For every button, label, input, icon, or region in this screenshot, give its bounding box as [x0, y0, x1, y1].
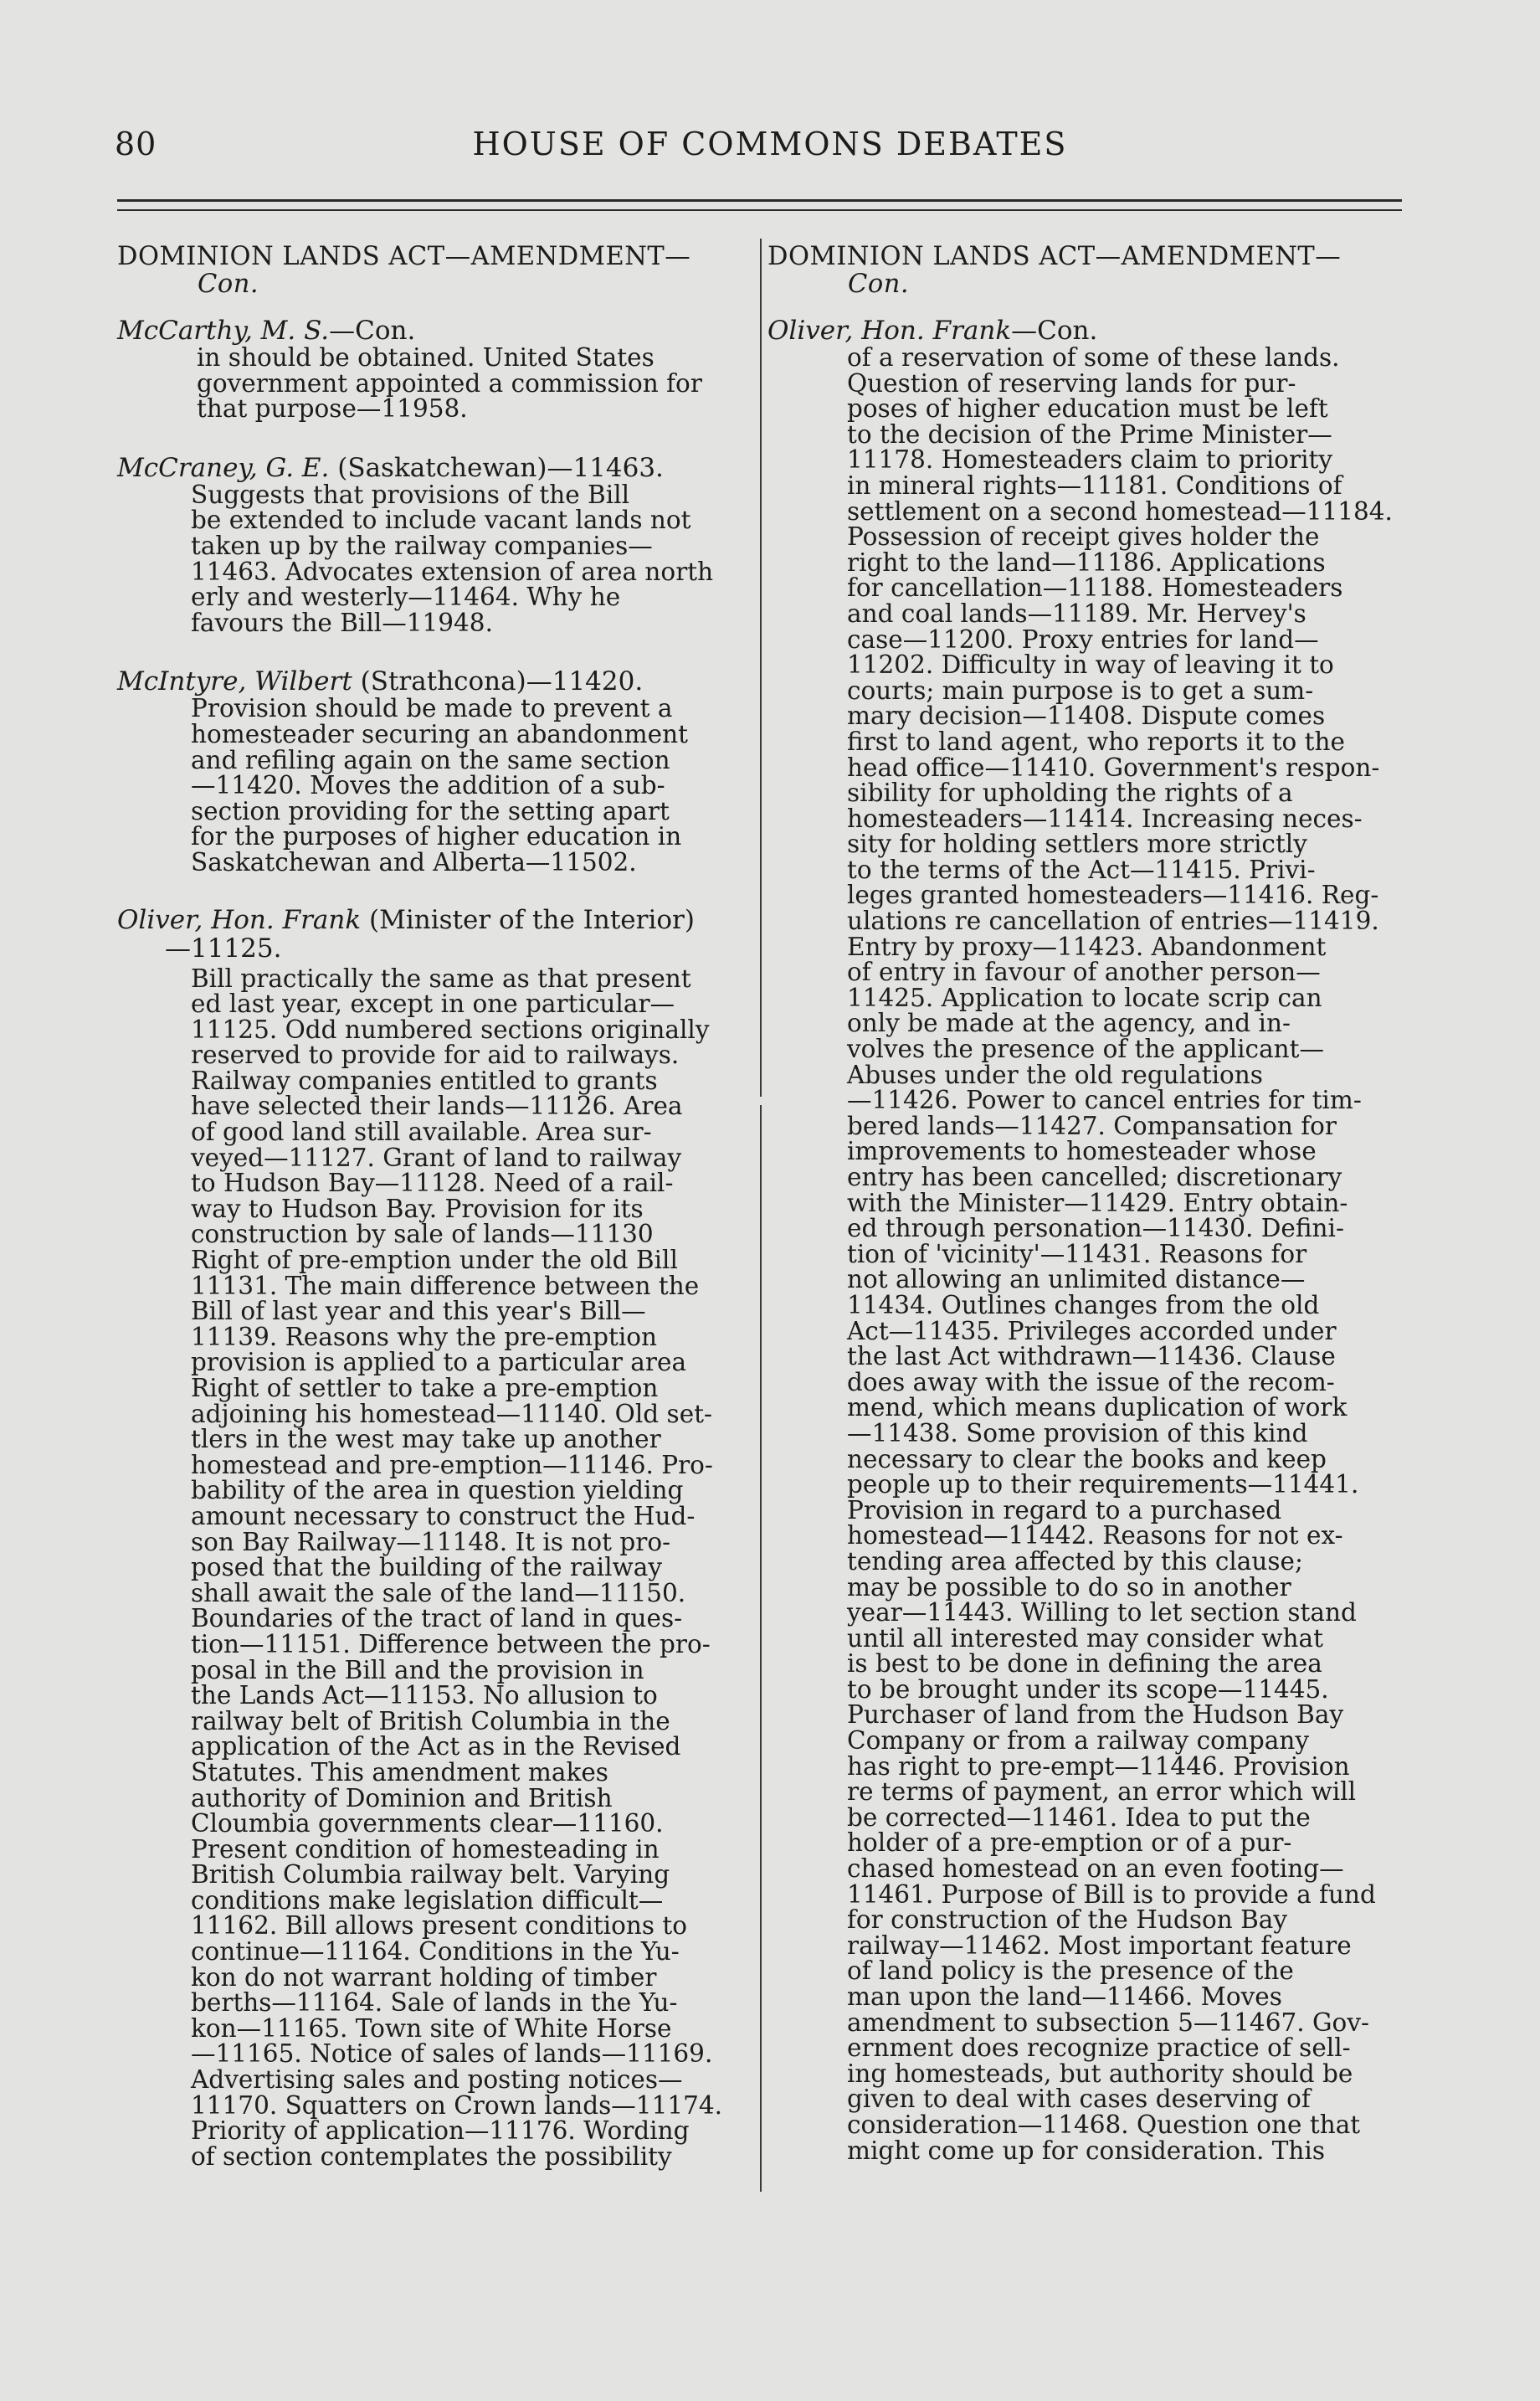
text-line: of good land still available. Area sur-	[191, 1118, 652, 1147]
text-line: Right of pre-emption under the old Bill	[191, 1246, 678, 1275]
text-line: the last Act withdrawn—11436. Clause	[847, 1342, 1336, 1371]
text-line: Suggests that provisions of the Bill	[191, 480, 630, 509]
text-line: kon do not warrant holding of timber	[191, 1962, 657, 1992]
text-line: posed that the building of the railway	[191, 1553, 663, 1582]
text-line: first to land agent, who reports it to the	[847, 727, 1345, 756]
text-line: be corrected—11461. Idea to put the	[847, 1802, 1311, 1832]
index-entry	[117, 906, 753, 2170]
text-line: ing homesteads, but authority should be	[847, 2059, 1353, 2088]
entry-heading	[117, 667, 753, 696]
text-line: adjoining his homestead—11140. Old set-	[191, 1399, 712, 1428]
text-line: ulations re cancellation of entries—11419.	[847, 907, 1379, 936]
text-line: son Bay Railway—11148. It is not pro-	[191, 1527, 671, 1556]
header-rule-thin	[117, 209, 1402, 211]
page-number: 80	[115, 126, 157, 162]
text-line: head office—11410. Government's respon-	[847, 753, 1380, 782]
text-line: Advertising sales and posting notices—	[191, 2065, 683, 2095]
text-line: Abuses under the old regulations	[847, 1060, 1263, 1089]
section-heading	[117, 243, 753, 298]
text-line: may be possible to do so in another	[847, 1572, 1291, 1602]
text-line: Right of settler to take a pre-emption	[191, 1374, 659, 1402]
index-entry	[117, 316, 753, 422]
text-line: taken up by the railway companies—	[191, 531, 653, 560]
column-divider	[760, 1105, 762, 2192]
text-line: application of the Act as in the Revised	[191, 1732, 681, 1761]
text-line: Provision in regard to a purchased	[847, 1495, 1282, 1524]
text-line: year—11443. Willing to let section stand	[847, 1598, 1357, 1627]
entry-heading-cont: —11125.	[165, 933, 282, 964]
text-line: reserved to provide for aid to railways.	[191, 1041, 680, 1070]
header-rule	[117, 199, 1402, 202]
text-line: mary decision—11408. Dispute comes	[847, 702, 1326, 731]
text-line: homestead and pre-emption—11146. Pro-	[191, 1450, 713, 1479]
text-line: consideration—11468. Question one that	[847, 2110, 1361, 2139]
text-line: of a reservation of some of these lands.	[847, 343, 1340, 372]
text-line: railway belt of British Columbia in the	[191, 1706, 670, 1735]
text-line: and refiling again on the same section	[191, 745, 670, 774]
column-divider	[760, 239, 762, 1097]
text-line: is best to be done in defining the area	[847, 1649, 1322, 1679]
text-line: Statutes. This amendment makes	[191, 1757, 608, 1787]
text-line: conditions make legislation difficult—	[191, 1885, 664, 1915]
text-line: tlers in the west may take up another	[191, 1425, 661, 1454]
text-line: 11463. Advocates extension of area north	[191, 557, 714, 586]
text-line: erly and westerly—11464. Why he	[191, 583, 621, 612]
left-column	[117, 243, 753, 2169]
text-line: homesteaders—11414. Increasing neces-	[847, 804, 1363, 833]
text-line: British Columbia railway belt. Varying	[191, 1860, 670, 1889]
text-line: 11170. Squatters on Crown lands—11174.	[191, 2090, 723, 2120]
index-entry	[767, 316, 1404, 2163]
text-line: Possession of receipt gives holder the	[847, 522, 1320, 552]
entry-body	[117, 482, 753, 636]
text-line: Present condition of homesteading in	[191, 1834, 660, 1864]
text-line: does away with the issue of the recom-	[847, 1367, 1335, 1396]
text-line: that purpose—11958.	[197, 394, 468, 424]
text-line: 11202. Difficulty in way of leaving it to	[847, 650, 1334, 680]
running-head: HOUSE OF COMMONS DEBATES	[472, 126, 1068, 162]
text-line: entry has been cancelled; discretionary	[847, 1163, 1342, 1191]
entry-suffix: —Con.	[1011, 316, 1098, 346]
text-line: to the decision of the Prime Minister—	[847, 419, 1332, 449]
text-line: shall await the sale of the land—11150.	[191, 1578, 686, 1607]
text-line: man upon the land—11466. Moves	[847, 1982, 1282, 2011]
text-line: 11131. The main difference between the	[191, 1271, 700, 1300]
text-line: for construction of the Hudson Bay	[847, 1905, 1288, 1935]
text-line: ed last year, except in one particular—	[191, 990, 675, 1019]
entry-suffix: (Minister of the Interior)	[361, 904, 695, 935]
text-line: Entry by proxy—11423. Abandonment	[847, 932, 1327, 961]
text-line: people up to their requirements—11441.	[847, 1470, 1359, 1499]
section-heading-con: Con.	[198, 270, 259, 299]
text-line: to Hudson Bay—11128. Need of a rail-	[191, 1169, 674, 1198]
text-line: not allowing an unlimited distance—	[847, 1265, 1306, 1294]
text-line: the Lands Act—11153. No allusion to	[191, 1681, 658, 1710]
text-line: for cancellation—11188. Homesteaders	[847, 573, 1343, 603]
text-line: leges granted homesteaders—11416. Reg-	[847, 881, 1379, 910]
text-line: section providing for the setting apart	[191, 796, 670, 825]
text-line: 11178. Homesteaders claim to priority	[847, 445, 1333, 475]
text-line: berths—11164. Sale of lands in the Yu-	[191, 1988, 678, 2018]
text-line: be extended to include vacant lands not	[191, 506, 691, 535]
text-line: 11139. Reasons why the pre-emption	[191, 1322, 658, 1351]
text-line: of section contemplates the possibility	[191, 2141, 672, 2171]
text-line: of entry in favour of another person—	[847, 958, 1321, 987]
text-line: in mineral rights—11181. Conditions of	[847, 470, 1342, 500]
text-line: Railway companies entitled to grants	[191, 1066, 658, 1095]
entry-heading	[117, 316, 753, 345]
entry-body	[117, 966, 753, 2170]
text-line: —11438. Some provision of this kind	[847, 1418, 1308, 1447]
text-line: —11420. Moves the addition of a sub-	[191, 771, 665, 800]
text-line: Priority of application—11176. Wording	[191, 2116, 690, 2146]
text-line: 11425. Application to locate scrip can	[847, 983, 1322, 1012]
text-line: poses of higher education must be left	[847, 394, 1328, 424]
entry-heading	[117, 454, 753, 482]
text-line: 11162. Bill allows present conditions to	[191, 1911, 687, 1941]
member-name: Oliver, Hon. Frank	[767, 316, 1012, 346]
text-line: bered lands—11427. Compansation for	[847, 1111, 1337, 1140]
text-line: Bill of last year and this year's Bill—	[191, 1297, 646, 1326]
entry-suffix: (Saskatchewan)—11463.	[329, 452, 664, 483]
text-line: improvements to homesteader whose	[847, 1137, 1317, 1166]
text-line: tion—11151. Difference between the pro-	[191, 1629, 711, 1658]
text-line: 11125. Odd numbered sections originally	[191, 1015, 710, 1044]
text-line: tion of 'vicinity'—11431. Reasons for	[847, 1239, 1307, 1268]
text-line: Provision should be made to prevent a	[191, 694, 673, 723]
text-line: only be made at the agency, and in-	[847, 1009, 1291, 1038]
text-line: courts; main purpose is to get a sum-	[847, 676, 1314, 705]
section-heading	[767, 243, 1404, 298]
text-line: —11165. Notice of sales of lands—11169.	[191, 2039, 713, 2069]
text-line: Company or from a railway company	[847, 1726, 1309, 1756]
text-line: continue—11164. Conditions in the Yu-	[191, 1937, 680, 1967]
text-line: way to Hudson Bay. Provision for its	[191, 1194, 644, 1223]
right-column	[767, 243, 1404, 2163]
text-line: in should be obtained. United States	[197, 343, 654, 372]
section-heading-con: Con.	[848, 270, 910, 299]
section-heading-title: DOMINION LANDS ACT—AMENDMENT—	[767, 242, 1342, 271]
member-name: McIntyre, Wilbert	[117, 666, 352, 697]
text-line: kon—11165. Town site of White Horse	[191, 2013, 672, 2043]
member-name: McCraney, G. E.	[117, 452, 330, 483]
text-line: railway—11462. Most important feature	[847, 1931, 1352, 1960]
text-line: sity for holding settlers more strictly	[847, 830, 1307, 859]
text-line: provision is applied to a particular area	[191, 1348, 687, 1377]
text-line: homesteader securing an abandonment	[191, 719, 688, 748]
text-line: necessary to clear the books and keep	[847, 1444, 1327, 1473]
text-line: government appointed a commission for	[197, 368, 702, 398]
index-entry	[117, 667, 753, 875]
text-line: amount necessary to construct the Hud-	[191, 1501, 696, 1530]
text-line: mend, which means duplication of work	[847, 1393, 1348, 1422]
text-line: Bill practically the same as that present	[191, 964, 691, 993]
text-line: right to the land—11186. Applications	[847, 548, 1326, 577]
text-line: has right to pre-empt—11446. Provision	[847, 1751, 1350, 1781]
text-line: Act—11435. Privileges accorded under	[847, 1316, 1337, 1345]
text-line: ed through personation—11430. Defini-	[847, 1214, 1344, 1243]
text-line: 11461. Purpose of Bill is to provide a fund	[847, 1879, 1376, 1909]
index-entry	[117, 454, 753, 636]
entry-heading	[767, 316, 1404, 345]
text-line: for the purposes of higher education in	[191, 822, 682, 851]
text-line: posal in the Bill and the provision in	[191, 1655, 644, 1684]
text-line: —11426. Power to cancel entries for tim-	[847, 1086, 1362, 1115]
text-line: Question of reserving lands for pur-	[847, 368, 1296, 398]
text-line: tending area affected by this clause;	[847, 1546, 1303, 1576]
text-line: favours the Bill—11948.	[191, 608, 493, 637]
text-line: Boundaries of the tract of land in ques-	[191, 1604, 683, 1633]
text-line: holder of a pre-emption or of a pur-	[847, 1828, 1292, 1858]
entry-body	[767, 345, 1404, 2163]
member-name: Oliver, Hon. Frank	[117, 904, 362, 935]
text-line: until all interested may consider what	[847, 1623, 1323, 1653]
text-line: might come up for consideration. This	[847, 2136, 1325, 2165]
text-line: to the terms of the Act—11415. Privi-	[847, 855, 1316, 884]
member-name: McCarthy, M. S.	[117, 316, 330, 346]
text-line: re terms of payment, an error which will	[847, 1777, 1357, 1807]
text-line: with the Minister—11429. Entry obtain-	[847, 1188, 1348, 1217]
text-line: authority of Dominion and British	[191, 1783, 613, 1812]
entry-suffix: (Strathcona)—11420.	[352, 666, 644, 697]
text-line: volves the presence of the applicant—	[847, 1035, 1325, 1064]
text-line: and coal lands—11189. Mr. Hervey's	[847, 599, 1306, 628]
entry-body	[117, 696, 753, 875]
text-line: 11434. Outlines changes from the old	[847, 1290, 1320, 1319]
text-line: chased homestead on an even footing—	[847, 1854, 1344, 1884]
text-line: Purchaser of land from the Hudson Bay	[847, 1700, 1344, 1730]
text-line: construction by sale of lands—11130	[191, 1220, 654, 1249]
entry-body	[117, 345, 753, 422]
text-line: of land policy is the presence of the	[847, 1956, 1294, 1986]
entry-suffix: —Con.	[329, 316, 416, 346]
text-line: homestead—11442. Reasons for not ex-	[847, 1521, 1343, 1550]
text-line: Cloumbia governments clear—11160.	[191, 1809, 664, 1838]
text-line: veyed—11127. Grant of land to railway	[191, 1143, 682, 1172]
text-line: Saskatchewan and Alberta—11502.	[191, 847, 637, 877]
text-line: sibility for upholding the rights of a	[847, 779, 1293, 808]
text-line: ernment does recognize practice of sell-	[847, 2033, 1351, 2063]
entry-heading	[117, 906, 753, 934]
section-heading-title: DOMINION LANDS ACT—AMENDMENT—	[117, 242, 691, 271]
text-line: bability of the area in question yielding	[191, 1476, 684, 1505]
text-line: case—11200. Proxy entries for land—	[847, 625, 1319, 654]
text-line: to be brought under its scope—11445.	[847, 1674, 1329, 1704]
text-line: amendment to subsection 5—11467. Gov-	[847, 2008, 1369, 2037]
text-line: given to deal with cases deserving of	[847, 2085, 1311, 2114]
text-line: settlement on a second homestead—11184.	[847, 496, 1393, 526]
text-line: have selected their lands—11126. Area	[191, 1092, 683, 1121]
